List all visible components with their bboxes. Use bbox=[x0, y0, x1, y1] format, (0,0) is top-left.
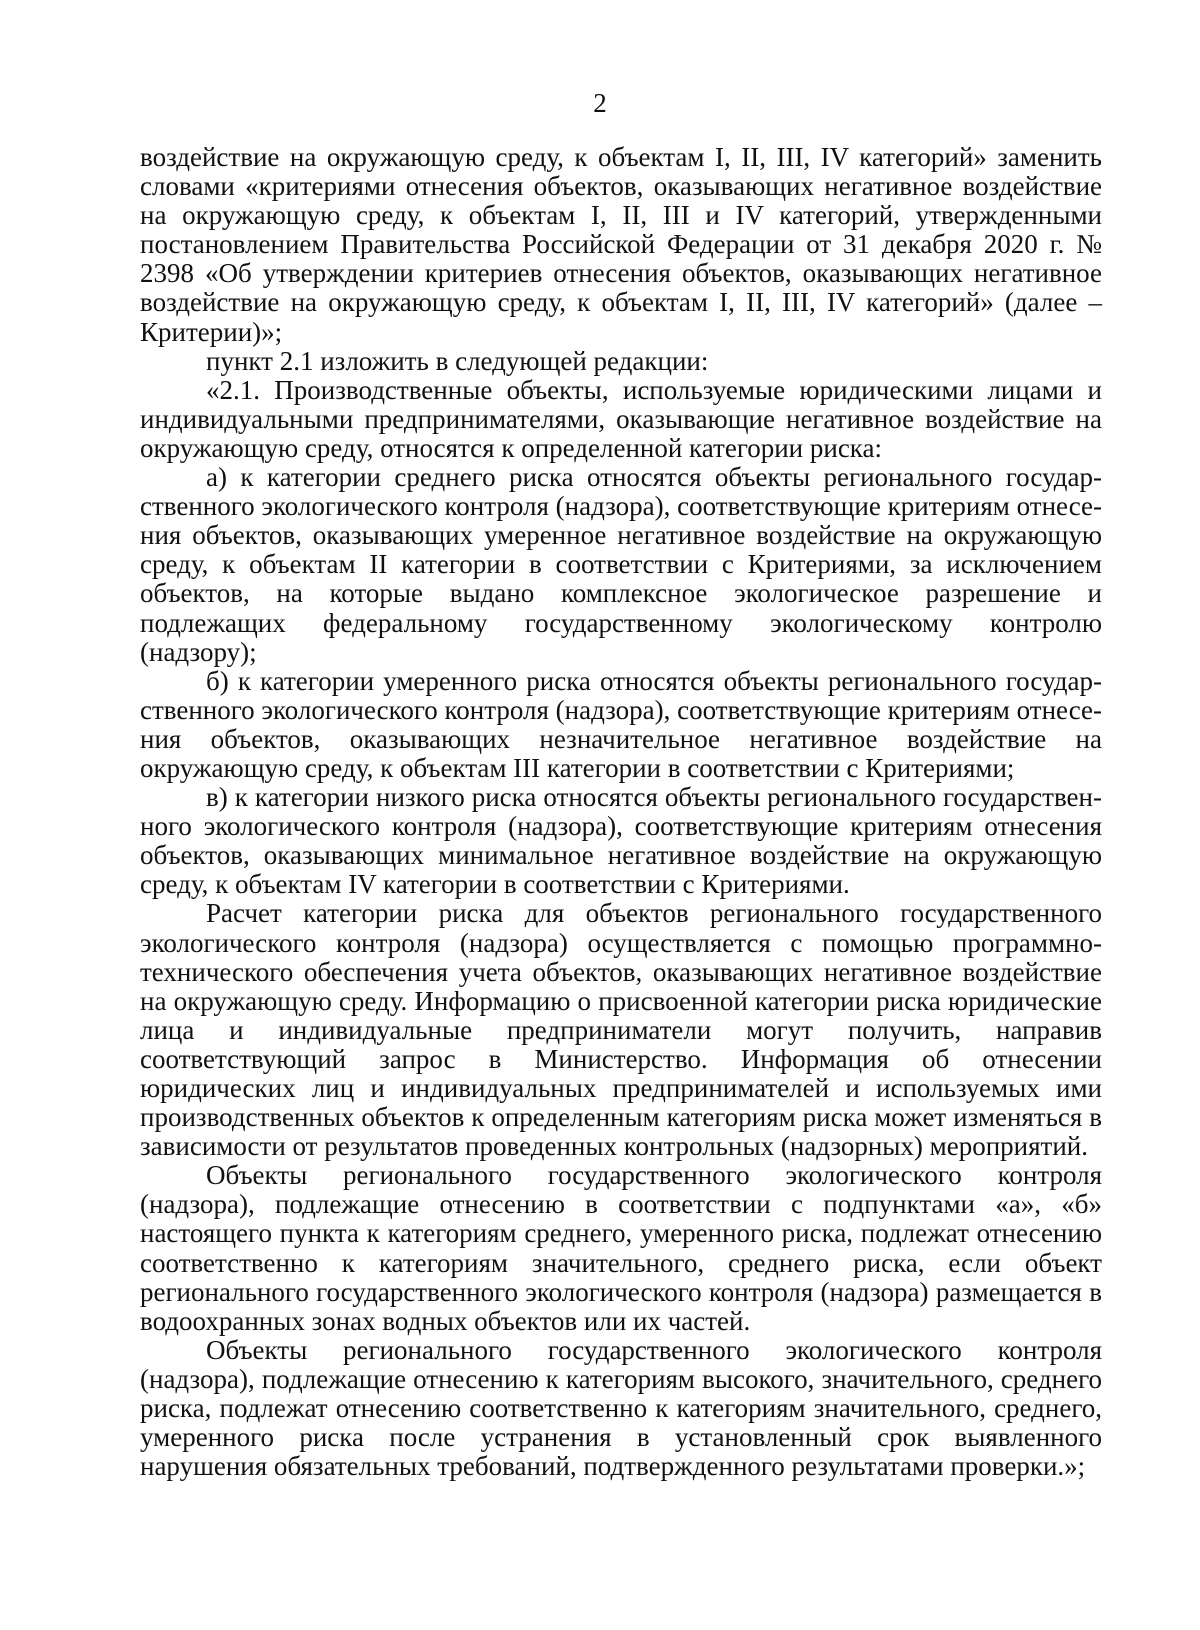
paragraph-risk-reduction: Объекты регионального государственного экологического контроля (надзора), подлежащие отнесению к категориям высокого, значительного, среднего риска, подлежат отнесению соответственно к категориям значительного, среднего, умеренного риска после устранения в установленный срок выявленного нарушения обязательных требований, подтвержденного результатами проверки.»; bbox=[140, 1334, 1102, 1482]
paragraph-amendment-instruction: пункт 2.1 изложить в следующей редакции: bbox=[206, 345, 709, 376]
paragraph-subclause-a: а) к категории среднего риска относятся объекты регионального государственного экологического контроля (надзора), соответствующие критериям отнесения объектов, оказывающих умеренное негативное воздействие на окружающую среду, к объектам II категории в соответствии с Критериями, за исключением объектов, на которые выдано комплексное экологическое разрешение и подлежащих федеральному государственному экологическому контролю (надзору); bbox=[140, 462, 1102, 667]
paragraph-clause-2-1: «2.1. Производственные объекты, используемые юридическими лицами и индивидуальными предпринимателями, оказывающие негативное воздействие на окружающую среду, относятся к определенной категории риска: bbox=[140, 374, 1102, 463]
paragraph-subclause-b: б) к категории умеренного риска относятся объекты регионального государственного экологического контроля (надзора), соответствующие критериям отнесения объектов, оказывающих незначительное негативное воздействие на окружающую среду, к объектам III категории в соответствии с Критериями; bbox=[140, 665, 1102, 783]
paragraph-water-protection-zones: Объекты регионального государственного экологического контроля (надзора), подлежащие отнесению в соответствии с подпунктами «а», «б» настоящего пункта к категориям среднего, умеренного риска, подлежат отнесению соответственно к категориям значительного, среднего риска, если объект регионального государственного экологического контроля (надзора) размещается в водоохранных зонах водных объектов или их частей. bbox=[140, 1160, 1102, 1336]
document-body bbox=[140, 143, 1102, 1481]
paragraph-risk-calculation: Расчет категории риска для объектов регионального государственного экологического контроля (надзора) осуществляется с помощью программно-технического обеспечения учета объектов, оказывающих негативное воздействие на окружающую среду. Информацию о присвоенной категории риска юридические лица и индивидуальные предприниматели могут получить, направив соответствующий запрос в Министерство. Информация об отнесении юридических лиц и индивидуальных предпринимателей и используемых ими производственных объектов к определенным категориям риска может изменяться в зависимости от результатов проведенных контрольных (надзорных) мероприятий. bbox=[140, 898, 1102, 1162]
paragraph-continuation: воздействие на окружающую среду, к объектам I, II, III, IV категорий» заменить словами «критериями отнесения объектов, оказывающих негативное воздействие на окружающую среду, к объектам I, II, III и IV категорий, утвержденными постановлением Правительства Российской Федерации от 31 декабря 2020 г. № 2398 «Об утверждении критериев отнесения объектов, оказывающих негативное воздействие на окружающую среду, к объектам I, II, III, IV категорий» (далее – Критерии)»; bbox=[140, 142, 1102, 347]
paragraph-subclause-v: в) к категории низкого риска относятся объекты регионального государственного экологического контроля (надзора), соответствующие критериям отнесения объектов, оказывающих минимальное негативное воздействие на окружающую среду, к объектам IV категории в соответствии с Критериями. bbox=[140, 782, 1102, 900]
page-number: 2 bbox=[593, 88, 607, 118]
